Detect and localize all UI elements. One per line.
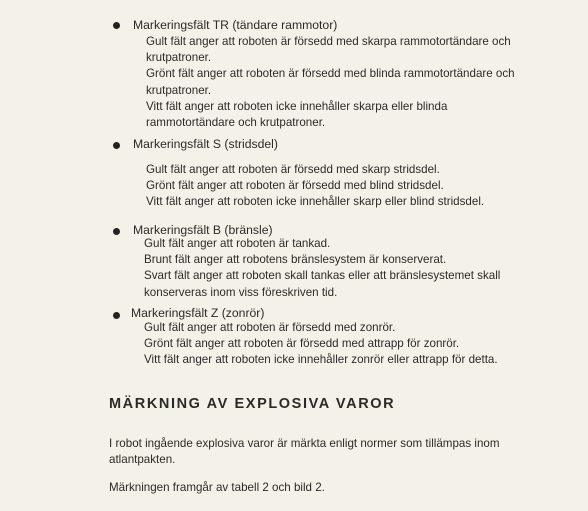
field-line: Grönt fält anger att roboten är försedd med blinda rammotortändare och krutpatroner. [146, 67, 515, 97]
field-line: Gult fält anger att roboten är försedd med skarpa rammotortändare och krutpatroner. [146, 35, 511, 65]
reference-paragraph: Märkningen framgår av tabell 2 och bild 2. [109, 481, 325, 494]
bullet-icon [113, 312, 120, 319]
bullet-icon [113, 228, 120, 235]
field-description-b [144, 236, 544, 301]
field-line: Grönt fält anger att roboten är försedd med attrapp för zonrör. [144, 337, 460, 351]
field-line: Svart fält anger att roboten skall tankas eller att bränslesystemet skall konserveras inom viss föreskriven tid. [144, 269, 501, 299]
field-title-z: Markeringsfält Z (zonrör) [131, 306, 265, 320]
field-title-b: Markeringsfält B (bränsle) [133, 223, 273, 237]
field-line: Grönt fält anger att roboten är försedd med blind stridsdel. [146, 179, 444, 193]
field-line: Gult fält anger att roboten är försedd med zonrör. [144, 321, 396, 334]
field-line: Vitt fält anger att roboten icke innehåller skarp eller blind stridsdel. [146, 195, 485, 209]
intro-paragraph: I robot ingående explosiva varor är märkta enligt normer som tillämpas inom atlantpakten. [109, 437, 500, 467]
field-description-z [144, 320, 544, 369]
field-line: Gult fält anger att roboten är tankad. [144, 237, 331, 250]
section-heading: MÄRKNING AV EXPLOSIVA VAROR [109, 396, 396, 412]
bullet-icon [113, 142, 120, 149]
field-line: Gult fält anger att roboten är försedd med skarp stridsdel. [146, 163, 440, 176]
field-title-tr: Markeringsfält TR (tändare rammotor) [133, 18, 338, 32]
field-line: Brunt fält anger att robotens bränslesystem är konserverat. [144, 253, 447, 267]
field-description-tr [146, 34, 536, 131]
field-line: Vitt fält anger att roboten icke innehåller skarpa eller blinda rammotortändare och krutpatroner. [146, 99, 448, 130]
field-title-s: Markeringsfält S (stridsdel) [133, 137, 278, 151]
field-line: Vitt fält anger att roboten icke innehåller zonrör eller attrapp för detta. [144, 353, 498, 367]
field-description-s [146, 162, 542, 211]
bullet-icon [113, 22, 120, 29]
